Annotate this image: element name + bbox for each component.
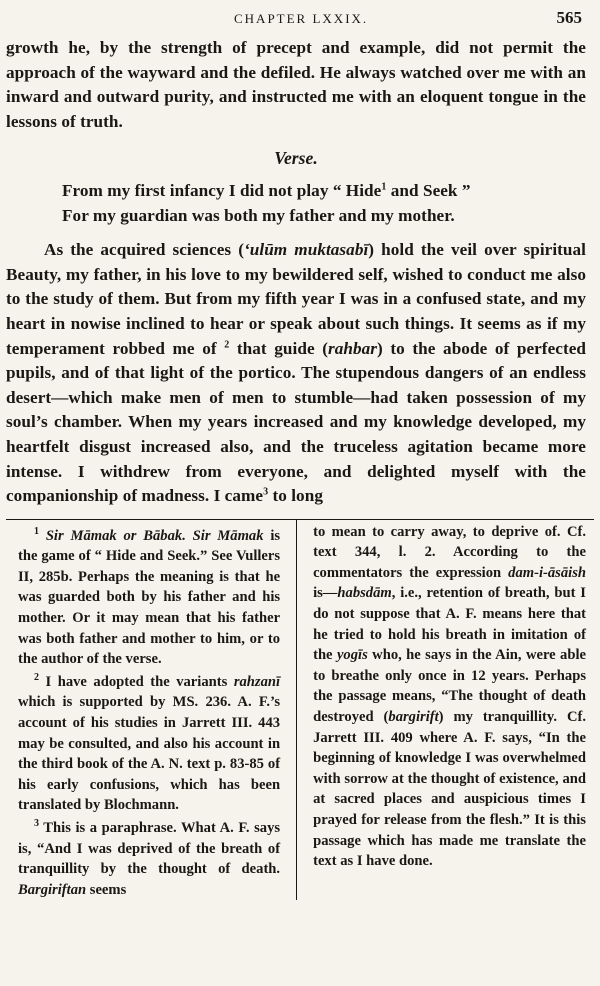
footnote-3-text-b: seems: [86, 881, 127, 898]
para2-term-rahbar: rahbar: [328, 338, 378, 358]
footnote-1-number: 1: [34, 525, 39, 537]
paragraph-1: growth he, by the strength of precept and example, did not permit the approach of the wayward and the defiled. He always watched over me with an inward and outward purity, and instructed me with an eloquent tongue in the lessons of truth.: [6, 38, 586, 131]
cont-text-b: is—: [313, 585, 338, 602]
footnote-column-right: [296, 520, 586, 901]
verse-heading: Verse.: [274, 148, 318, 169]
footnote-1: [18, 526, 280, 670]
footnote-ref-1: 1: [381, 181, 387, 193]
para2-text-c: that guide (: [229, 338, 328, 358]
cont-term-dam: dam-i-āsāish: [508, 564, 586, 581]
para2-text-e: to long: [268, 486, 323, 506]
footnotes: [6, 520, 586, 901]
para2-text-a: As the acquired sciences (: [44, 240, 244, 260]
footnote-3: [18, 818, 280, 900]
cont-text-c: , i.e., retention of breath, but I do not suppose that A. F. means here that he tried to hold his breath in imitation of the: [313, 585, 586, 664]
para2-term-ulum: ‘ulūm muktasabī: [243, 240, 369, 260]
footnote-2-text-a: I have adopted the variants: [39, 673, 234, 690]
footnote-2-number: 2: [34, 671, 39, 683]
footnote-3-number: 3: [34, 818, 39, 830]
main-text: [6, 36, 586, 509]
cont-text-e: ) my tranquillity. Cf. Jarrett III. 409 where A. F. says, “In the beginning of knowledge I was overwhelmed with sorrow at the thought of existence, and at sacred places and auspicious times I prayed for release from the flesh.” It is this passage which has made me translate the text as I have done.: [313, 709, 586, 870]
cont-text-a: to mean to carry away, to deprive of. Cf. text 344, l. 2. According to the commentators the expression: [313, 523, 586, 581]
footnote-3-term: Bargiriftan: [18, 881, 87, 898]
footnote-3-text-a: This is a paraphrase. What A. F. says is, “And I was deprived of the breath of tranquillity by the thought of death.: [18, 820, 281, 878]
footnote-ref-3: 3: [263, 486, 269, 498]
footnote-column-left: [6, 520, 296, 901]
cont-term-habsdam: habsdām: [337, 585, 392, 602]
footnote-2-text-b: which is supported by MS. 236. A. F.’s account of his studies in Jarrett III. 443 may be consulted, and also his account in the third book of the A. N. text p. 83-85 of his early confusions, which has been translated by Blochmann.: [18, 694, 281, 814]
footnote-1-text: is the game of “ Hide and Seek.” See Vullers II, 285b. Perhaps the meaning is that he was guarded both by his father and his mother. Or it may mean that his father was both father and mother to him, or to the author of the verse.: [18, 527, 281, 668]
footnote-ref-2: 2: [224, 338, 230, 350]
running-header: [6, 8, 586, 30]
paragraph-2: [6, 238, 586, 509]
cont-text-d: who, he says in the Ain, were able to breathe only once in 12 years. Perhaps the passage means, “The thought of death destroyed (: [313, 647, 586, 726]
verse-line-1-text-b: and Seek ”: [386, 180, 471, 200]
cont-term-yogis: yogīs: [336, 647, 368, 664]
para2-text-d: ) to the abode of perfected pupils, and of that light of the portico. The stupendous dangers of an endless desert—which make men of men to stumble—had taken possession of my soul’s chamber. When my years increased and my knowledge developed, my heartfelt disgust increased also, and the truceless agitation became more intense. I withdrew from everyone, and delighted myself with the companionship of madness. I came: [6, 338, 587, 506]
para2-text-b: ) hold the veil over spiritual Beauty, my father, in his love to my bewildered self, wished to conduct me also to the study of them. But from my fifth year I was in a confused state, and my heart in nowise inclined to hear or speak about such things. It seems as if my temperament robbed me of: [6, 240, 587, 358]
footnote-1-name: Sir Māmak or Bābak. Sir Māmak: [45, 527, 264, 544]
footnote-2: [18, 672, 280, 816]
footnote-3-continued: [313, 522, 586, 872]
verse-line-1: [6, 179, 586, 204]
cont-term-bargirift: bargirift: [388, 709, 439, 726]
verse-line-2: For my guardian was both my father and my mother.: [62, 205, 455, 225]
verse-block: [6, 179, 586, 228]
verse-line-1-text-a: From my first infancy I did not play “ Hide: [62, 180, 382, 200]
page-number: 565: [556, 8, 582, 27]
footnote-2-term: rahzanī: [233, 673, 281, 690]
chapter-heading: CHAPTER LXXIX.: [234, 11, 369, 26]
